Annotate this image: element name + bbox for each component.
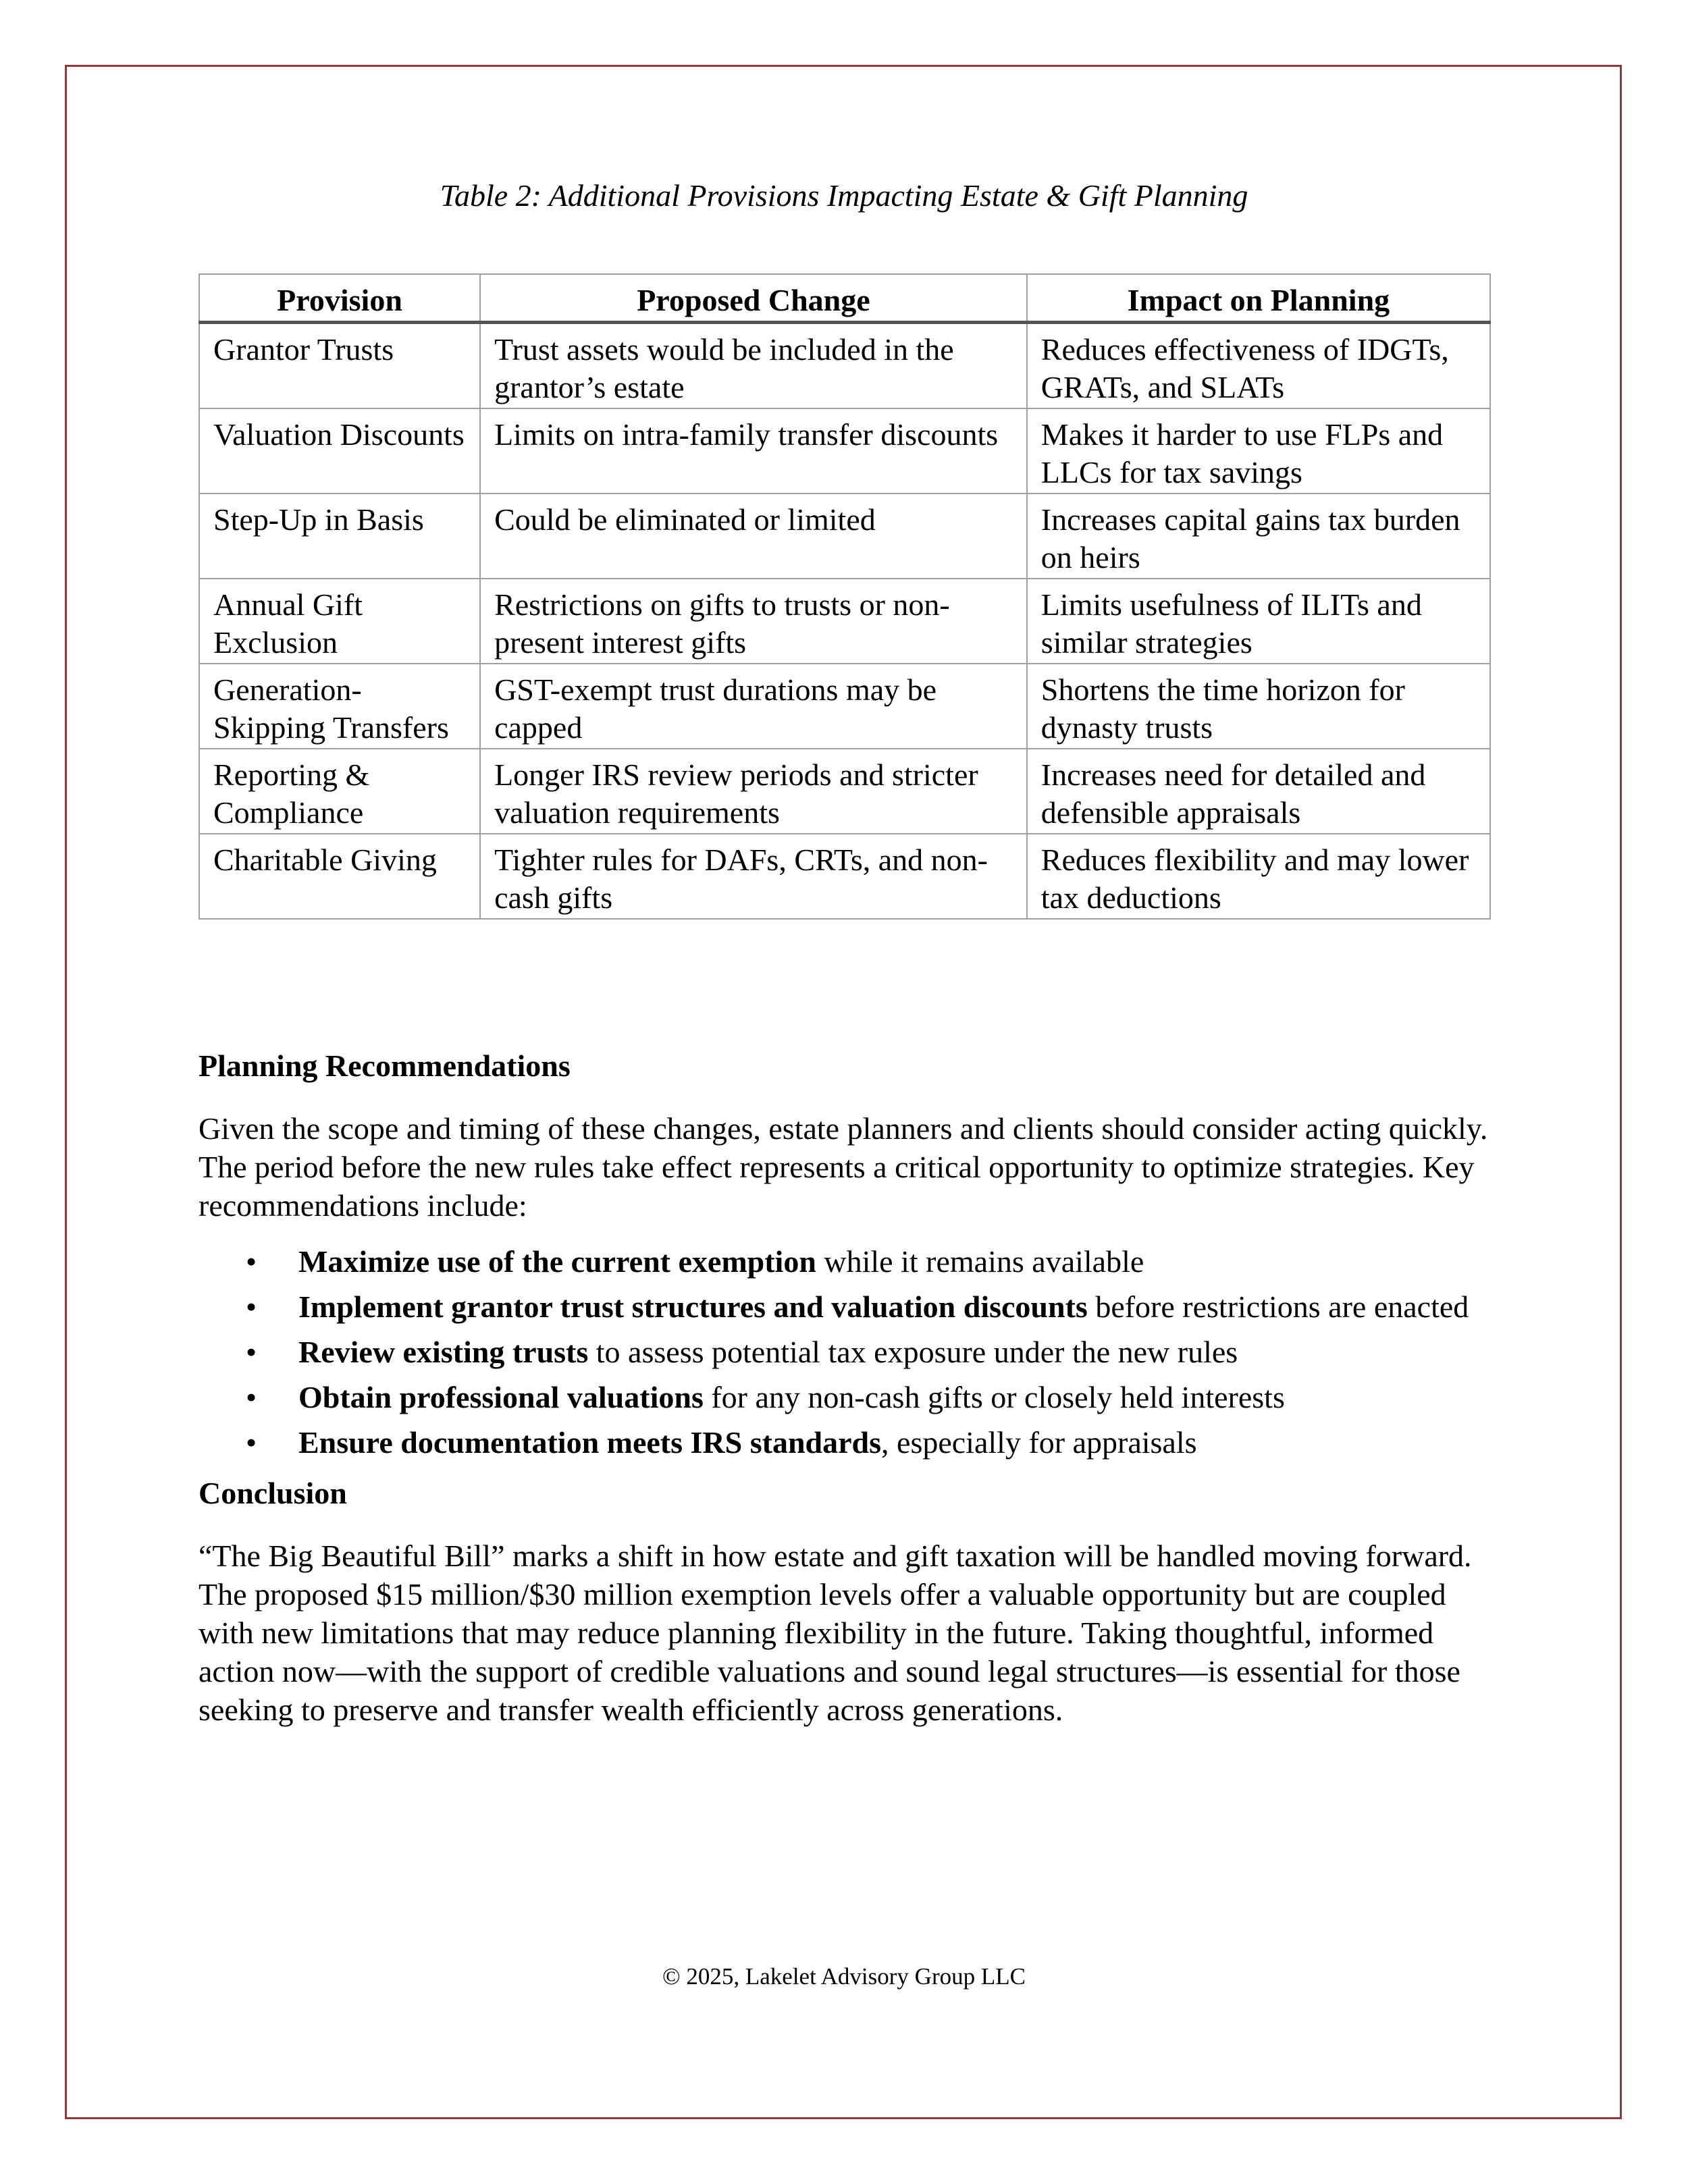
list-item [199, 1242, 1495, 1281]
column-header-provision: Provision [199, 274, 480, 323]
proposed-change-cell: Tighter rules for DAFs, CRTs, and non-cash gifts [480, 834, 1027, 919]
column-header-impact: Impact on Planning [1027, 274, 1490, 323]
provision-cell: Generation-Skipping Transfers [199, 664, 480, 749]
impact-cell: Shortens the time horizon for dynasty trusts [1027, 664, 1490, 749]
table-row [199, 664, 1490, 749]
list-item [199, 1378, 1495, 1416]
table-row [199, 408, 1490, 494]
bullet-icon: • [246, 1380, 257, 1414]
provisions-table [199, 273, 1491, 920]
table-row [199, 579, 1490, 664]
table-header-row [199, 274, 1490, 323]
list-item [199, 1333, 1495, 1371]
recommendation-text: to assess potential tax exposure under the new rules [588, 1335, 1238, 1369]
provision-cell: Grantor Trusts [199, 323, 480, 409]
conclusion-heading: Conclusion [199, 1476, 347, 1510]
impact-cell: Increases need for detailed and defensible appraisals [1027, 749, 1490, 834]
recommendation-text: for any non-cash gifts or closely held interests [703, 1380, 1285, 1414]
recommendations-intro: Given the scope and timing of these changes, estate planners and clients should consider acting quickly. The period before the new rules take effect represents a critical opportunity to optimize strategies. Key recommendations include: [199, 1111, 1488, 1223]
provision-cell: Charitable Giving [199, 834, 480, 919]
conclusion-body: “The Big Beautiful Bill” marks a shift in how estate and gift taxation will be handled moving forward. The proposed $15 million/$30 million exemption levels offer a valuable opportunity but are coupled with new limitations that may reduce planning flexibility in the future. Taking thoughtful, informed action now—with the support of credible valuations and sound legal structures—is essential for those seeking to preserve and transfer wealth efficiently across generations. [199, 1539, 1472, 1727]
table-row [199, 749, 1490, 834]
proposed-change-cell: Could be eliminated or limited [480, 494, 1027, 579]
recommendation-bold: Implement grantor trust structures and valuation discounts [298, 1289, 1088, 1324]
bullet-icon: • [246, 1335, 257, 1369]
impact-cell: Increases capital gains tax burden on heirs [1027, 494, 1490, 579]
bullet-icon: • [246, 1289, 257, 1324]
recommendation-text: before restrictions are enacted [1087, 1289, 1469, 1324]
table-row [199, 494, 1490, 579]
recommendation-text: , especially for appraisals [881, 1425, 1197, 1460]
bullet-icon: • [246, 1244, 257, 1279]
provision-cell: Reporting & Compliance [199, 749, 480, 834]
recommendation-bold: Obtain professional valuations [298, 1380, 704, 1414]
recommendations-section [199, 1046, 1495, 1729]
proposed-change-cell: Restrictions on gifts to trusts or non-present interest gifts [480, 579, 1027, 664]
provision-cell: Valuation Discounts [199, 408, 480, 494]
column-header-proposed-change: Proposed Change [480, 274, 1027, 323]
provision-cell: Annual Gift Exclusion [199, 579, 480, 664]
table-row [199, 323, 1490, 409]
proposed-change-cell: Longer IRS review periods and stricter valuation requirements [480, 749, 1027, 834]
proposed-change-cell: Limits on intra-family transfer discounts [480, 408, 1027, 494]
impact-cell: Makes it harder to use FLPs and LLCs for tax savings [1027, 408, 1490, 494]
recommendation-bold: Maximize use of the current exemption [298, 1244, 816, 1279]
list-item [199, 1287, 1495, 1326]
recommendation-text: while it remains available [816, 1244, 1144, 1279]
impact-cell: Reduces flexibility and may lower tax deductions [1027, 834, 1490, 919]
provision-cell: Step-Up in Basis [199, 494, 480, 579]
impact-cell: Reduces effectiveness of IDGTs, GRATs, and SLATs [1027, 323, 1490, 409]
proposed-change-cell: Trust assets would be included in the grantor’s estate [480, 323, 1027, 409]
table-row [199, 834, 1490, 919]
recommendations-list [199, 1242, 1495, 1462]
impact-cell: Limits usefulness of ILITs and similar strategies [1027, 579, 1490, 664]
recommendation-bold: Ensure documentation meets IRS standards [298, 1425, 882, 1460]
recommendation-bold: Review existing trusts [298, 1335, 589, 1369]
copyright-footer: © 2025, Lakelet Advisory Group LLC [662, 1963, 1026, 1990]
table-caption: Table 2: Additional Provisions Impacting Estate & Gift Planning [440, 178, 1248, 213]
recommendations-heading: Planning Recommendations [199, 1048, 571, 1083]
bullet-icon: • [246, 1425, 257, 1460]
proposed-change-cell: GST-exempt trust durations may be capped [480, 664, 1027, 749]
list-item [199, 1423, 1495, 1462]
